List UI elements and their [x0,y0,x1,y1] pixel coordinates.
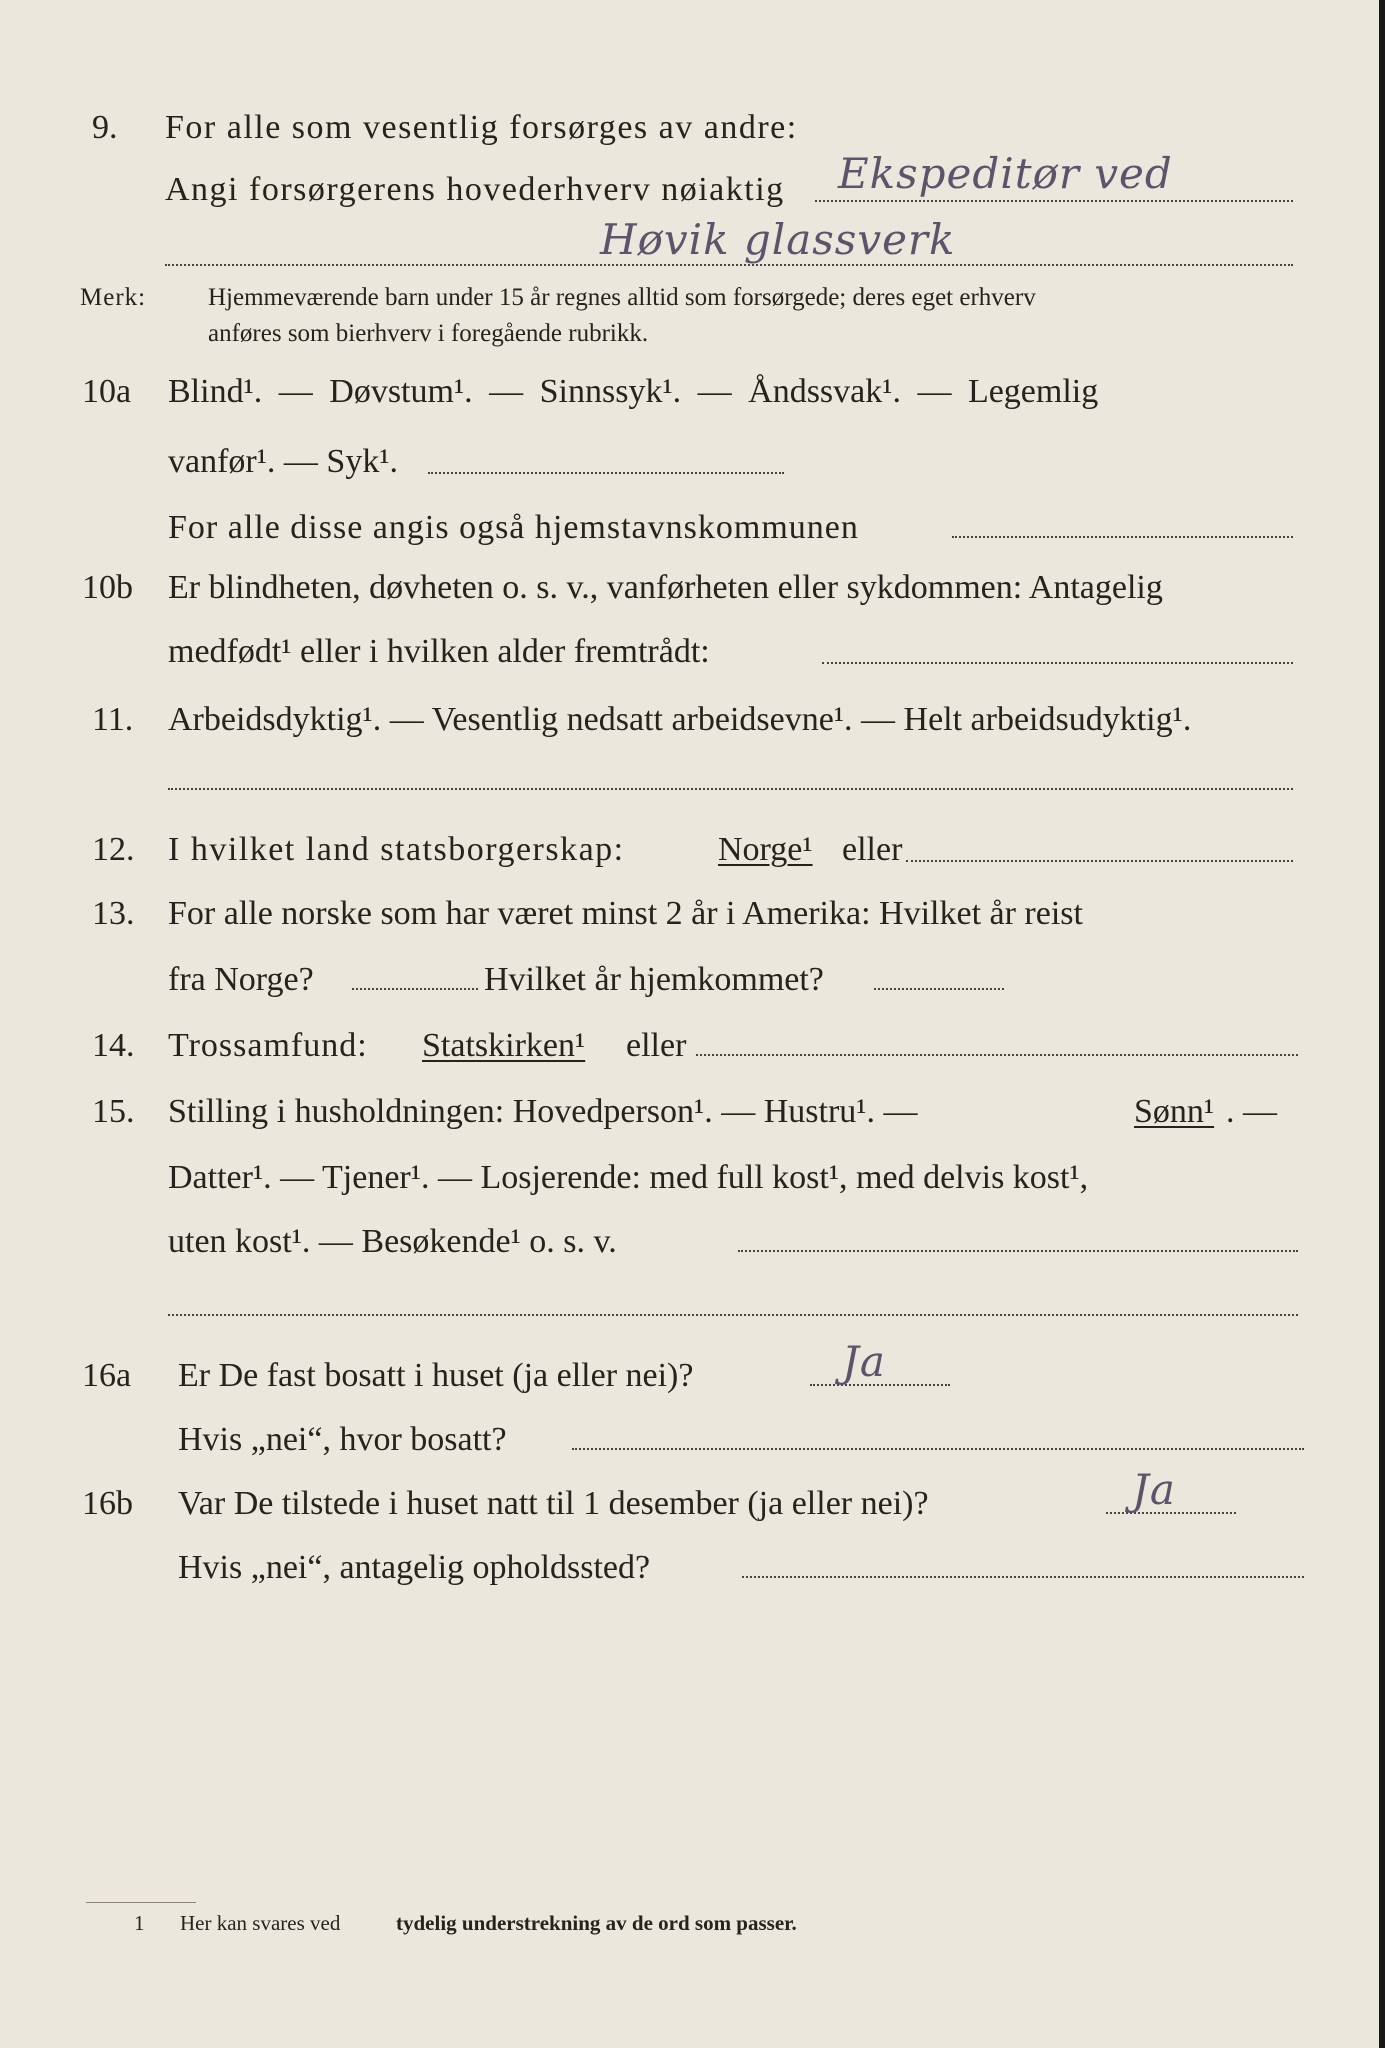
q10b-line1: Er blindheten, døvheten o. s. v., vanførheten eller sykdommen: Antagelig [168,569,1163,606]
q15-line1a: Stilling i husholdningen: Hovedperson¹. — Hustru¹. — [168,1093,918,1130]
q10a-answer-line2 [952,534,1293,538]
merk-line1: Hjemmeværende barn under 15 år regnes alltid som forsørgede; deres eget erhverv [208,284,1036,311]
q15-sonn-underlined: Sønn¹ [1134,1093,1215,1130]
q13-line2b: Hvilket år hjemkommet? [484,961,824,998]
q9-number: 9. [92,109,118,146]
q16b-line2: Hvis „nei“, antagelig opholdssted? [178,1549,651,1586]
q14-text-a: Trossamfund: [168,1027,368,1064]
q13-year-left-line [352,986,478,990]
q16a-answer-handwriting: Ja [842,1337,886,1386]
q9-line1: For alle som vesentlig forsørges av andre: [165,109,798,146]
q10a-line2: vanfør¹. — Syk¹. [168,443,399,480]
q12-answer-line [906,858,1293,862]
q16b-line1: Var De tilstede i huset natt til 1 desember (ja eller nei)? [178,1485,929,1522]
q16a-where-line [572,1446,1304,1450]
footnote-text-b: tydelig understrekning av de ord som passer. [396,1911,797,1935]
q9-answer-line1 [815,198,1293,202]
q10b-answer-line [822,660,1293,664]
q9-answer-handwriting1: Ekspeditør ved [838,149,1173,198]
q12-number: 12. [92,831,135,868]
q13-number: 13. [92,895,135,932]
q10a-answer-line1 [428,470,784,474]
q11-line1: Arbeidsdyktig¹. — Vesentlig nedsatt arbeidsevne¹. — Helt arbeidsudyktig¹. [168,701,1192,738]
q12-text-eller: eller [842,831,903,868]
q13-line1: For alle norske som har været minst 2 år i Amerika: Hvilket år reist [168,895,1083,932]
q16b-where-line [742,1574,1304,1578]
q16a-line2: Hvis „nei“, hvor bosatt? [178,1421,507,1458]
q13-line2a: fra Norge? [168,961,314,998]
q14-text-eller: eller [626,1027,687,1064]
q10a-number: 10a [82,373,132,410]
merk-line2: anføres som bierhverv i foregående rubrikk. [208,320,649,347]
footnote-rule [86,1902,196,1903]
q10b-line2: medfødt¹ eller i hvilken alder fremtrådt: [168,633,710,670]
q13-year-returned-line [874,986,1004,990]
q16a-number: 16a [82,1357,132,1394]
q10a-line1: Blind¹. — Døvstum¹. — Sinnssyk¹. — Åndssvak¹. — Legemlig [168,373,1099,410]
q16a-line1: Er De fast bosatt i huset (ja eller nei)? [178,1357,694,1394]
q15-answer-line1 [738,1248,1298,1252]
q10b-number: 10b [82,569,133,606]
q9-answer-handwriting2: Høvik glassverk [600,215,956,264]
q15-line2: Datter¹. — Tjener¹. — Losjerende: med full kost¹, med delvis kost¹, [168,1159,1089,1196]
q15-number: 15. [92,1093,135,1130]
q11-answer-line [168,786,1293,790]
q16b-number: 16b [82,1485,133,1522]
merk-label: Merk: [80,284,147,311]
q10a-line3: For alle disse angis også hjemstavnskommunen [168,509,859,546]
q12-text-a: I hvilket land statsborgerskap: [168,831,625,868]
footnote-text-a: Her kan svares ved [180,1911,341,1935]
q15-answer-line2 [168,1312,1298,1316]
q16b-answer-handwriting: Ja [1132,1465,1176,1514]
q15-line3: uten kost¹. — Besøkende¹ o. s. v. [168,1223,617,1260]
q12-norge-underlined: Norge¹ [718,831,813,868]
q14-statskirken-underlined: Statskirken¹ [422,1027,586,1064]
q15-line1c: . — [1226,1093,1277,1130]
q14-number: 14. [92,1027,135,1064]
q14-answer-line [696,1052,1298,1056]
q11-number: 11. [92,701,134,738]
q9-line2: Angi forsørgerens hovederhverv nøiaktig [165,171,785,208]
footnote-mark: 1 [134,1911,145,1935]
